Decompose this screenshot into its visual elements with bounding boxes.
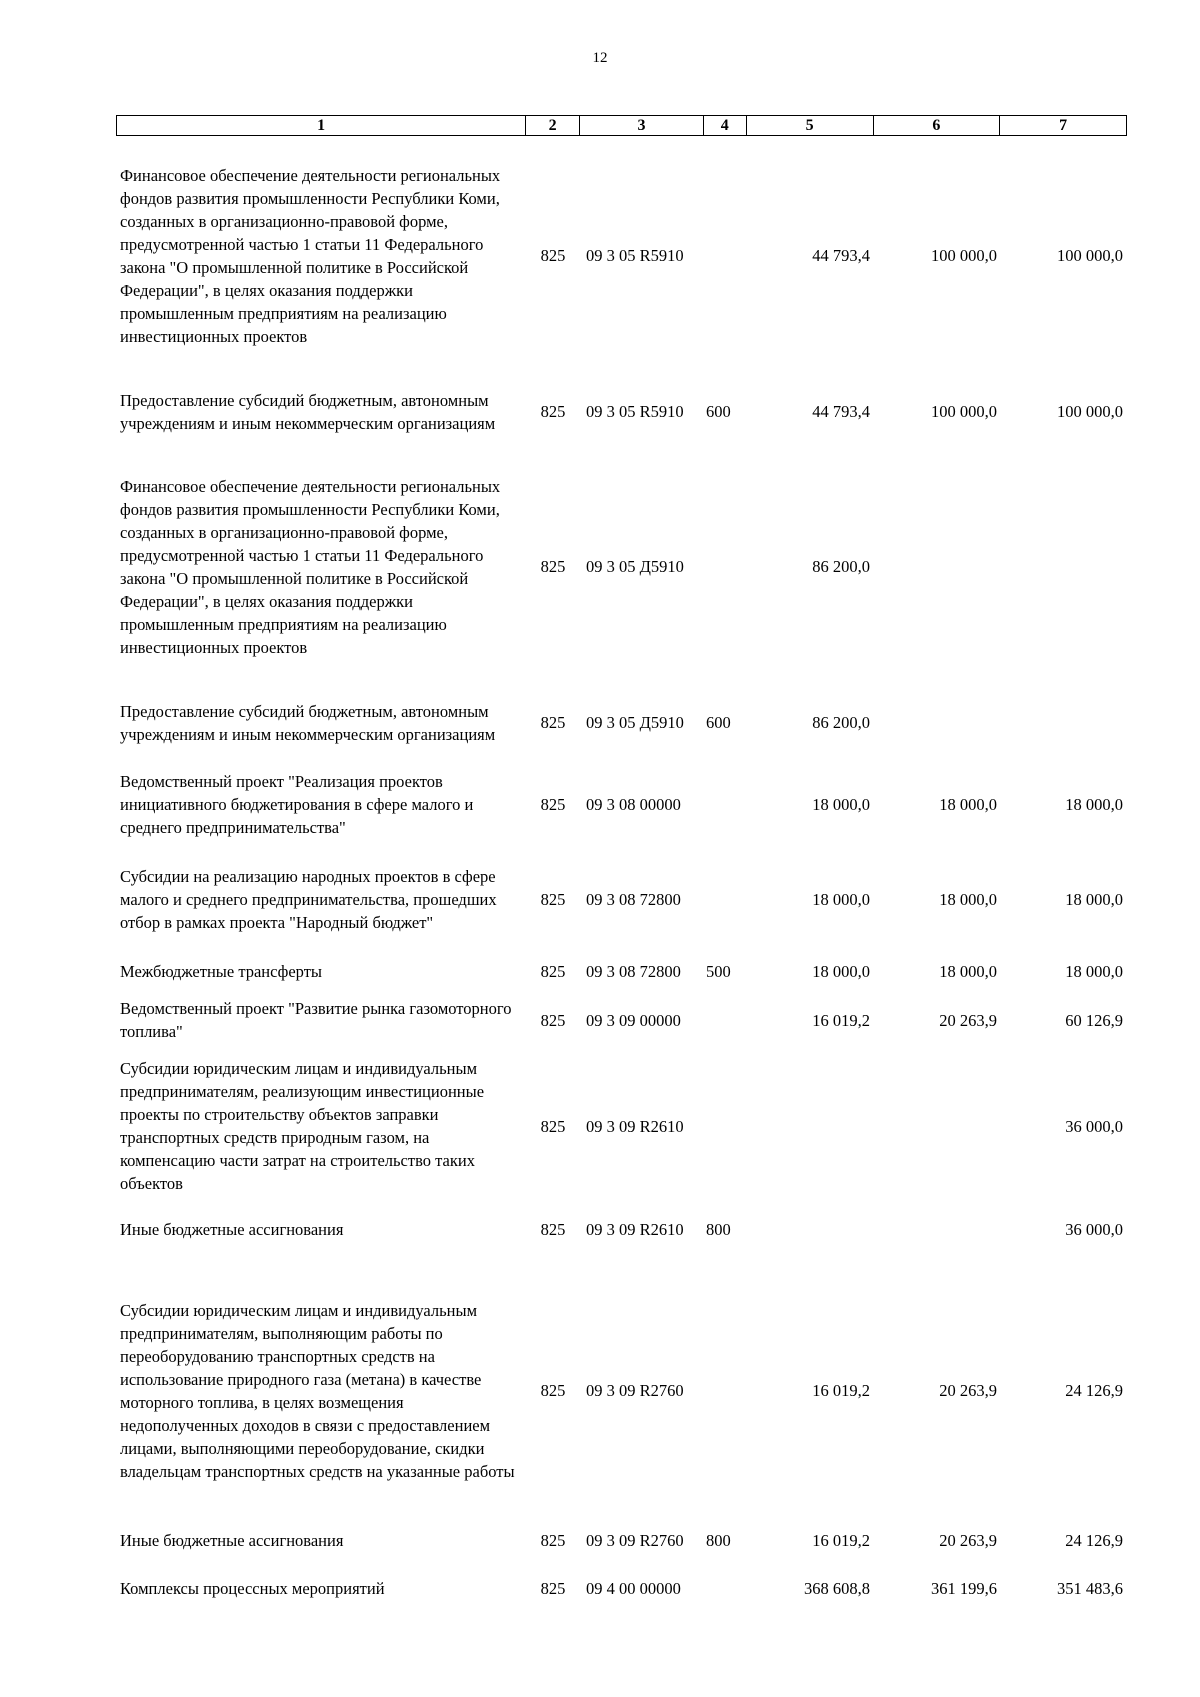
row-value-7: 18 000,0 [1065,889,1123,909]
row-name: Финансовое обеспечение деятельности региональных фондов развития промышленности Республики Коми, созданных в организационно-правовой форме, предусмотренной частью 1 статьи 11 Федерального закона "О промышленной политике в Российской Федерации", в целях оказания поддержки промышленным предприятиям на реализацию инвестиционных проектов [120,476,501,657]
row-csr: 09 3 08 00000 [586,795,681,814]
table-row [116,1529,1127,1552]
row-value-5: 86 200,0 [812,713,870,732]
row-csr: 09 3 05 R5910 [586,402,684,421]
row-value-5: 18 000,0 [812,889,870,909]
row-value-5: 18 000,0 [812,962,870,981]
row-value-6: 100 000,0 [931,402,997,421]
row-grbs: 825 [540,713,566,732]
row-value-7: 60 126,9 [1065,1010,1123,1030]
row-value-6: 18 000,0 [939,889,997,909]
row-value-5: 44 793,4 [812,402,870,421]
table-row [116,1577,1127,1600]
row-value-5: 368 608,8 [804,1579,870,1598]
table-header [116,115,1127,136]
row-value-7: 100 000,0 [1057,246,1123,265]
row-csr: 09 3 08 72800 [586,889,681,909]
row-value-6: 20 263,9 [939,1010,997,1030]
row-value-7: 24 126,9 [1065,1381,1123,1400]
header-col-5: 5 [747,116,874,135]
row-value-7: 100 000,0 [1057,402,1123,421]
row-value-5: 16 019,2 [812,1010,870,1030]
row-value-5: 44 793,4 [812,246,870,265]
row-csr: 09 3 08 72800 [586,962,681,981]
row-value-6: 100 000,0 [931,246,997,265]
header-col-4: 4 [704,116,747,135]
row-csr: 09 3 09 R2760 [586,1381,684,1400]
table-row [116,1057,1127,1195]
table-row [116,377,1127,446]
header-col-6: 6 [874,116,1001,135]
header-col-2: 2 [526,116,580,135]
page-number: 12 [592,50,608,66]
row-name: Ведомственный проект "Реализация проектов инициативного бюджетирования в сфере малого и среднего предпринимательства" [120,772,474,837]
table-row [116,960,1127,983]
row-grbs: 825 [540,962,566,981]
row-name: Межбюджетные трансферты [120,962,323,981]
header-col-7: 7 [1059,117,1068,134]
row-name: Субсидии юридическим лицам и индивидуальным предпринимателям, выполняющим работы по переоборудованию транспортных средств на использование природного газа (метана) в качестве моторного топлива, в целях возмещения недополученных доходов в связи с предоставлением лицами, выполняющими переоборудование, скидки владельцам транспортных средств на указанные работы [120,1300,515,1481]
row-value-5: 16 019,2 [812,1381,870,1400]
table-row [116,853,1127,945]
table-row [116,688,1127,757]
row-name: Предоставление субсидий бюджетным, автономным учреждениям и иным некоммерческим организациям [120,701,496,744]
row-csr: 09 3 09 R2610 [586,1220,684,1239]
header-col-1: 1 [117,116,526,135]
row-vr: 800 [706,1531,731,1550]
row-grbs: 825 [540,557,566,576]
row-value-5: 86 200,0 [812,557,870,576]
row-grbs: 825 [540,889,566,909]
row-grbs: 825 [540,1381,566,1400]
table-row [116,1218,1127,1241]
row-value-5: 18 000,0 [812,795,870,814]
row-name: Предоставление субсидий бюджетным, автономным учреждениям и иным некоммерческим организациям [120,390,496,433]
row-value-7: 24 126,9 [1065,1531,1123,1550]
row-csr: 09 3 05 Д5910 [586,557,684,576]
table-row [116,1287,1127,1494]
row-grbs: 825 [540,1116,566,1136]
row-vr: 500 [706,962,731,981]
row-csr: 09 4 00 00000 [586,1579,681,1598]
row-csr: 09 3 05 R5910 [586,246,684,265]
header-col-3: 3 [580,116,704,135]
row-value-5: 16 019,2 [812,1531,870,1550]
row-value-6: 18 000,0 [939,795,997,814]
row-csr: 09 3 05 Д5910 [586,713,684,732]
row-value-7: 36 000,0 [1065,1116,1123,1136]
row-name: Субсидии на реализацию народных проектов в сфере малого и среднего предпринимательства, прошедших отбор в рамках проекта "Народный бюджет" [120,866,497,932]
row-grbs: 825 [540,1579,566,1598]
row-grbs: 825 [540,1531,566,1550]
row-name: Иные бюджетные ассигнования [120,1531,344,1550]
row-value-6: 20 263,9 [939,1531,997,1550]
row-grbs: 825 [540,402,566,421]
row-value-7: 351 483,6 [1057,1579,1123,1598]
row-value-7: 36 000,0 [1065,1220,1123,1239]
row-name: Иные бюджетные ассигнования [120,1220,344,1239]
row-value-6: 361 199,6 [931,1579,997,1598]
row-grbs: 825 [540,795,566,814]
row-value-6: 20 263,9 [939,1381,997,1400]
row-csr: 09 3 09 00000 [586,1010,681,1030]
row-grbs: 825 [540,1220,566,1239]
row-csr: 09 3 09 R2610 [586,1116,684,1136]
row-value-7: 18 000,0 [1065,795,1123,814]
row-vr: 800 [706,1220,731,1239]
row-name: Ведомственный проект "Развитие рынка газомоторного топлива" [120,999,512,1041]
table-row [116,463,1127,670]
row-grbs: 825 [540,1010,566,1030]
row-grbs: 825 [540,246,566,265]
row-value-6: 18 000,0 [939,962,997,981]
table-row [116,997,1127,1043]
row-name: Финансовое обеспечение деятельности региональных фондов развития промышленности Республики Коми, созданных в организационно-правовой форме, предусмотренной частью 1 статьи 11 Федерального закона "О промышленной политике в Российской Федерации", в целях оказания поддержки промышленным предприятиям на реализацию инвестиционных проектов [120,165,501,346]
row-vr: 600 [706,402,731,421]
row-value-7: 18 000,0 [1065,962,1123,981]
table-row [116,770,1127,839]
row-name: Комплексы процессных мероприятий [120,1579,385,1598]
row-name: Субсидии юридическим лицам и индивидуальным предпринимателям, реализующим инвестиционные проекты по строительству объектов заправки транспортных средств природным газом, на компенсацию части затрат на строительство таких объектов [120,1059,485,1193]
row-vr: 600 [706,713,731,732]
table-row [116,152,1127,359]
row-csr: 09 3 09 R2760 [586,1531,684,1550]
